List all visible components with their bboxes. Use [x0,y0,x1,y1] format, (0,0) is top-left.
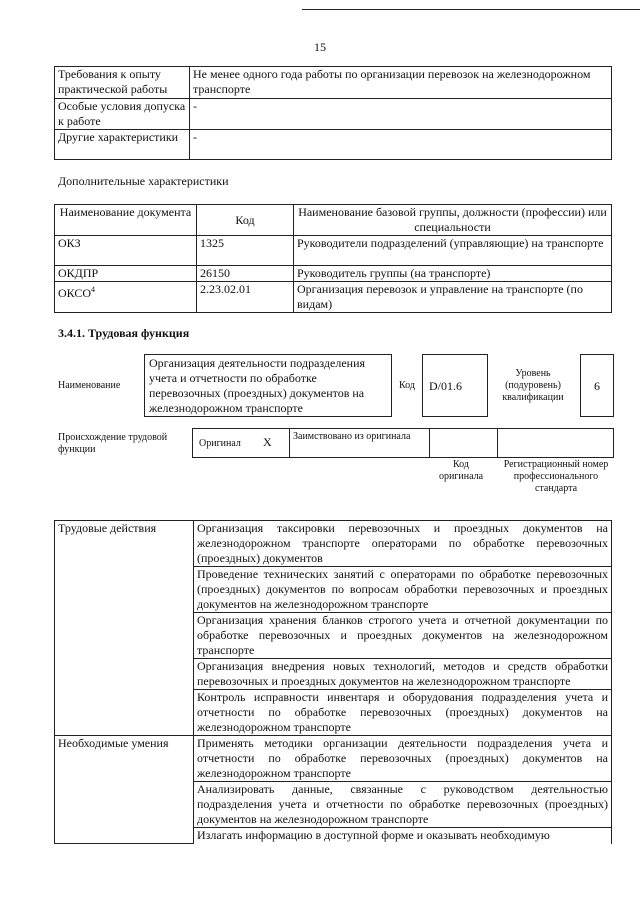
function-name-box [144,354,392,417]
cell-name: Руководители подразделений (управляющие) на транспорте [294,236,612,266]
cell-doc: ОКЗ [55,236,197,266]
action-item: Организация таксировки перевозочных и проездных документов на железнодорожном транспорте операторами по обработке перевозочных (проездных) документов [194,521,612,567]
cell-name: Организация перевозок и управление на транспорте (по видам) [294,282,612,313]
table-row [55,99,612,130]
table-row [55,130,612,160]
header-name: Наименование базовой группы, должности (профессии) или специальности [294,205,612,236]
divider [429,429,430,457]
table-row [55,67,612,99]
row-label: Требования к опыту практической работы [55,67,190,99]
level-box [580,354,614,417]
name-label: Наименование [58,380,121,391]
row-value: - [190,130,612,160]
row-label: Особые условия допуска к работе [55,99,190,130]
header-code: Код [197,205,294,236]
function-heading: 3.4.1. Трудовая функция [58,326,190,340]
divider [497,429,498,457]
original-mark: X [263,435,272,449]
skill-item: Применять методики организации деятельности подразделения учета и отчетности по обработке перевозочных (проездных) документов на железнодорожном транспорте [194,736,612,782]
function-code-box [422,354,488,417]
reg-caption: Регистрационный номер профессионального стандарта [503,459,609,494]
table-row [55,736,612,782]
borrowed-label: Заимствовано из оригинала [293,431,411,442]
additional-title: Дополнительные характеристики [58,174,229,188]
cell-doc: ОКДПР [55,266,197,282]
action-item: Контроль исправности инвентаря и оборудования подразделения учета и отчетности по обработке перевозочных (проездных) документов на железнодорожном транспорте [194,690,612,736]
functions-table [54,520,612,844]
table-header-row [55,205,612,236]
skill-item: Анализировать данные, связанные с руководством деятельностью подразделения учета и отчетности по обработке перевозочных (проездных) документов на железнодорожном транспорте [194,782,612,828]
action-item: Проведение технических занятий с операторами по обработке перевозочных (проездных) документов по вопросам обработки перевозочных и проездных документов на железнодорожном транспорте [194,567,612,613]
skills-label: Необходимые умения [55,736,194,844]
original-label: Оригинал [199,438,241,449]
level-value: 6 [594,379,600,393]
cell-code: 1325 [197,236,294,266]
level-label: Уровень (подуровень) квалификации [502,368,564,403]
footnote-mark: 4 [91,285,96,294]
actions-label: Трудовые действия [55,521,194,736]
skill-item: Излагать информацию в доступной форме и оказывать необходимую [194,828,612,844]
cell-code: 26150 [197,266,294,282]
doc-name: ОКСО [58,286,92,300]
action-item: Организация хранения бланков строгого учета и отчетной документации по обработке перевозочных и проездных документов на железнодорожном транспорте [194,613,612,659]
origin-row [192,428,614,458]
row-value: - [190,99,612,130]
code-label: Код [399,380,415,391]
top-rule [302,9,640,10]
row-label: Другие характеристики [55,130,190,160]
function-code: D/01.6 [429,379,462,393]
table-row [55,282,612,313]
cell-doc [55,282,197,313]
table-row [55,236,612,266]
cell-code: 2.23.02.01 [197,282,294,313]
row-value: Не менее одного года работы по организации перевозок на железнодорожном транспорте [190,67,612,99]
divider [289,429,290,457]
page-number: 15 [314,40,326,54]
table-row [55,521,612,567]
requirements-table [54,66,612,160]
action-item: Организация внедрения новых технологий, методов и средств обработки перевозочных и проездных документов на железнодорожном транспорте [194,659,612,690]
function-name: Организация деятельности подразделения учета и отчетности по обработке перевозочных (проездных) документов на железнодорожном транспорте [149,356,366,415]
table-row [55,266,612,282]
origin-label: Происхождение трудовой функции [58,432,168,455]
code-caption: Код оригинала [438,459,484,482]
cell-name: Руководитель группы (на транспорте) [294,266,612,282]
header-document: Наименование документа [55,205,197,236]
additional-table [54,204,612,313]
